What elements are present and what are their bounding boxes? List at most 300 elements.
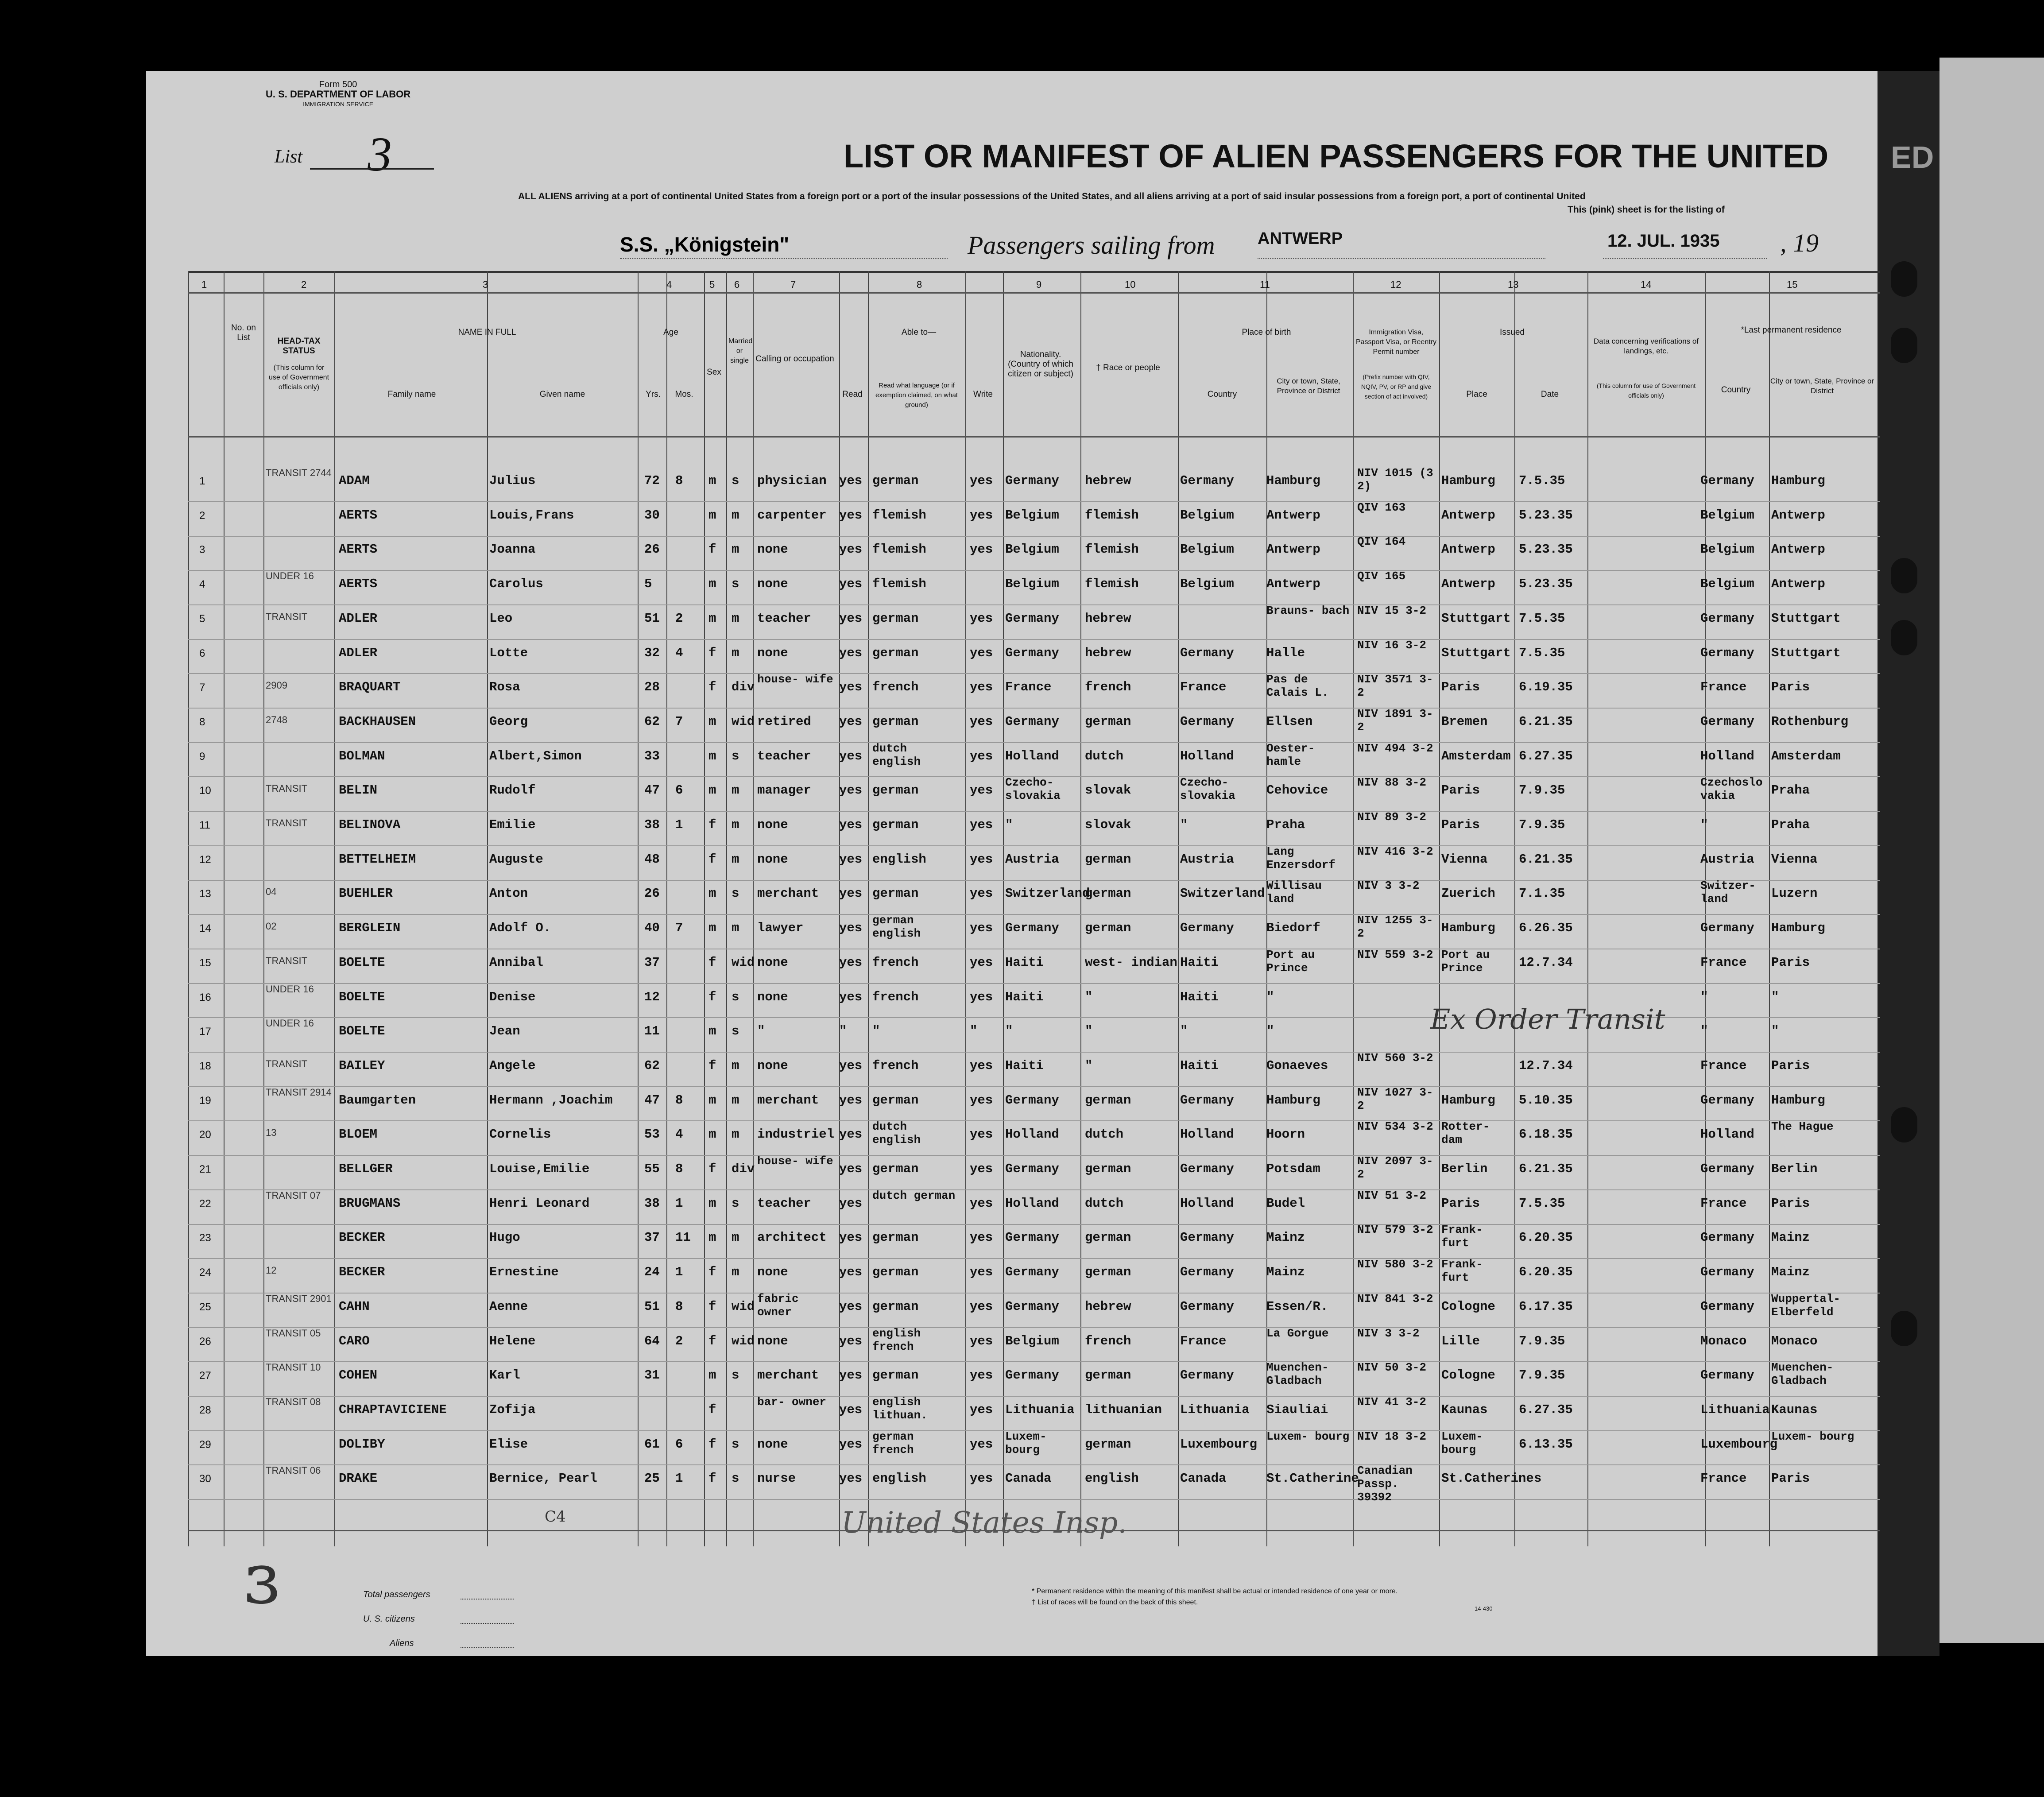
race-cell: hebrew — [1085, 473, 1131, 488]
marital-status-cell: wid — [732, 955, 755, 970]
occupation-cell: teacher — [757, 748, 811, 763]
head-tax-cell: TRANSIT 08 — [266, 1396, 321, 1407]
given-name-cell: Rudolf — [489, 783, 536, 798]
family-name-cell: AERTS — [339, 507, 378, 523]
header-rule — [188, 292, 1880, 294]
sex-cell: m — [708, 577, 716, 592]
row-number: 27 — [199, 1370, 211, 1382]
given-name-cell: Georg — [489, 714, 528, 729]
given-name-cell: Hermann ,Joachim — [489, 1092, 613, 1108]
column-number: 7 — [790, 279, 796, 290]
birth-city-cell: " — [1266, 1024, 1274, 1039]
write-cell: yes — [970, 1402, 993, 1417]
visa-cell: NIV 41 3-2 — [1357, 1395, 1427, 1409]
header-write: Write — [973, 390, 993, 399]
row-number: 25 — [199, 1301, 211, 1313]
occupation-cell: none — [757, 955, 788, 970]
nationality-cell: Switzerland — [1005, 886, 1090, 901]
page-title: LIST OR MANIFEST OF ALIEN PASSENGERS FOR THE UNITED — [844, 138, 1829, 174]
binder-hole — [1891, 620, 1917, 655]
column-number: 4 — [666, 279, 672, 290]
issued-date-cell: 7.9.35 — [1519, 783, 1565, 798]
family-name-cell: BRAQUART — [339, 680, 401, 695]
read-cell: yes — [839, 1402, 863, 1417]
family-name-cell: AERTS — [339, 577, 378, 592]
column-rule — [1587, 271, 1588, 1546]
head-tax-cell: 13 — [266, 1127, 277, 1139]
nationality-cell: Germany — [1005, 645, 1059, 660]
row-rule — [188, 845, 1880, 846]
marital-status-cell: s — [732, 577, 739, 592]
sex-cell: f — [708, 1299, 716, 1314]
sex-cell: f — [708, 542, 716, 557]
birth-country-cell: Germany — [1180, 921, 1234, 936]
race-cell: german — [1085, 1092, 1131, 1108]
race-cell: german — [1085, 921, 1131, 936]
sex-cell: m — [708, 611, 716, 626]
marital-status-cell: s — [732, 989, 739, 1004]
issued-place-cell: Rotter- dam — [1441, 1120, 1490, 1147]
occupation-cell: architect — [757, 1230, 827, 1245]
birth-country-cell: Holland — [1180, 1127, 1234, 1142]
birth-city-cell: Antwerp — [1266, 577, 1320, 592]
race-cell: flemish — [1085, 542, 1139, 557]
birth-city-cell: Antwerp — [1266, 542, 1320, 557]
birth-country-cell: Germany — [1180, 1368, 1234, 1383]
occupation-cell: none — [757, 1265, 788, 1280]
column-number: 3 — [483, 279, 488, 290]
residence-city-cell: Antwerp — [1771, 542, 1825, 557]
marital-status-cell: m — [732, 852, 739, 867]
family-name-cell: CHRAPTAVICIENE — [339, 1402, 447, 1417]
column-number: 11 — [1260, 279, 1270, 290]
race-cell: german — [1085, 886, 1131, 901]
age-months-cell: 4 — [675, 645, 683, 660]
given-name-cell: Lotte — [489, 645, 528, 660]
adjacent-title-fragment: ED — [1891, 140, 1934, 174]
given-name-cell: Louis,Frans — [489, 507, 574, 523]
issued-place-cell: Stuttgart — [1441, 611, 1511, 626]
read-cell: yes — [839, 611, 863, 626]
column-rule — [1178, 271, 1179, 1546]
residence-city-cell: Hamburg — [1771, 921, 1825, 936]
birth-city-cell: " — [1266, 989, 1274, 1004]
given-name-cell: Karl — [489, 1368, 520, 1383]
row-number: 23 — [199, 1232, 211, 1244]
sex-cell: f — [708, 645, 716, 660]
race-cell: " — [1085, 1058, 1093, 1073]
language-cell: german french — [872, 1429, 914, 1456]
race-cell: german — [1085, 852, 1131, 867]
issued-place-cell: St.Catherines — [1441, 1471, 1542, 1486]
given-name-cell: Zofija — [489, 1402, 536, 1417]
column-number: 10 — [1125, 279, 1136, 290]
row-number: 21 — [199, 1163, 211, 1175]
row-rule — [188, 1258, 1880, 1259]
birth-country-cell: Belgium — [1180, 542, 1234, 557]
issued-date-cell: 7.5.35 — [1519, 611, 1565, 626]
write-cell: yes — [970, 955, 993, 970]
birth-country-cell: " — [1180, 1024, 1188, 1039]
birth-city-cell: Oester- hamle — [1266, 741, 1315, 768]
birth-city-cell: Mainz — [1266, 1230, 1305, 1245]
column-rule — [666, 271, 667, 1546]
header-issued-date: Date — [1541, 390, 1559, 399]
race-cell: german — [1085, 1162, 1131, 1176]
birth-country-cell: Lithuania — [1180, 1402, 1250, 1417]
occupation-cell: merchant — [757, 1368, 819, 1383]
column-number: 6 — [734, 279, 740, 290]
occupation-cell: merchant — [757, 886, 819, 901]
language-cell: french — [872, 989, 919, 1004]
age-years-cell: 47 — [644, 783, 660, 798]
write-cell: yes — [970, 1471, 993, 1486]
residence-country-cell: Luxembourg — [1700, 1437, 1778, 1452]
header-nationality: Nationality. (Country of which citizen or subject) — [1008, 350, 1073, 379]
row-rule — [188, 1120, 1880, 1121]
birth-country-cell: Canada — [1180, 1471, 1227, 1486]
given-name-cell: Auguste — [489, 852, 543, 867]
footer-total-passengers: Total passengers — [363, 1590, 430, 1599]
write-cell: yes — [970, 989, 993, 1004]
visa-cell: NIV 579 3-2 — [1357, 1223, 1433, 1237]
birth-city-cell: Cehovice — [1266, 783, 1328, 798]
occupation-cell: physician — [757, 473, 827, 488]
occupation-cell: none — [757, 852, 788, 867]
race-cell: flemish — [1085, 507, 1139, 523]
issued-place-cell: Antwerp — [1441, 577, 1495, 592]
header-calling: Calling or occupation — [755, 354, 834, 364]
write-cell: yes — [970, 783, 993, 798]
given-name-cell: Carolus — [489, 577, 543, 592]
nationality-cell: Germany — [1005, 921, 1059, 936]
given-name-cell: Bernice, Pearl — [489, 1471, 597, 1486]
ship-name: S.S. „Königstein" — [620, 233, 790, 256]
age-years-cell: 40 — [644, 921, 660, 936]
issued-date-cell: 6.27.35 — [1519, 748, 1573, 763]
read-cell: yes — [839, 1127, 863, 1142]
age-years-cell: 33 — [644, 748, 660, 763]
language-cell: german — [872, 1368, 919, 1383]
language-cell: " — [872, 1024, 880, 1039]
read-cell: yes — [839, 1265, 863, 1280]
birth-city-cell: Port au Prince — [1266, 948, 1315, 975]
row-rule — [188, 536, 1880, 537]
header-verification: Data concerning verifications of landings, etc. — [1593, 337, 1699, 355]
language-cell: english french — [872, 1326, 921, 1353]
age-months-cell: 11 — [675, 1230, 691, 1245]
given-name-cell: Jean — [489, 1024, 520, 1039]
header-birth-city: City or town, State, Province or District — [1277, 377, 1340, 395]
visa-cell: NIV 2097 3-2 — [1357, 1154, 1433, 1181]
head-tax-cell: TRANSIT 2914 — [266, 1086, 332, 1098]
nationality-cell: Germany — [1005, 611, 1059, 626]
occupation-cell: retired — [757, 714, 811, 729]
residence-country-cell: Germany — [1700, 1092, 1754, 1108]
read-cell: yes — [839, 1333, 863, 1348]
visa-cell: NIV 89 3-2 — [1357, 810, 1427, 824]
family-name-cell: BUEHLER — [339, 886, 393, 901]
family-name-cell: BOELTE — [339, 1024, 385, 1039]
language-cell: flemish — [872, 542, 926, 557]
family-name-cell: ADLER — [339, 611, 378, 626]
race-cell: hebrew — [1085, 1299, 1131, 1314]
birth-city-cell: Biedorf — [1266, 921, 1320, 936]
marital-status-cell: m — [732, 1265, 739, 1280]
year-label: , 19 — [1780, 228, 1819, 257]
sex-cell: m — [708, 1196, 716, 1211]
family-name-cell: BOELTE — [339, 989, 385, 1004]
aliens-line — [461, 1647, 514, 1648]
visa-cell: NIV 15 3-2 — [1357, 604, 1427, 617]
list-underline — [310, 168, 434, 170]
head-tax-cell: TRANSIT 05 — [266, 1327, 321, 1339]
list-label: List — [275, 147, 303, 167]
nationality-cell: " — [1005, 1024, 1013, 1039]
read-cell: yes — [839, 473, 863, 488]
footnote-residence: * Permanent residence within the meaning of this manifest shall be actual or intended residence of one year or more. — [1032, 1588, 1398, 1595]
race-cell: lithuanian — [1085, 1402, 1162, 1417]
issued-date-cell: 12.7.34 — [1519, 1058, 1573, 1073]
visa-cell: QIV 165 — [1357, 569, 1406, 583]
given-name-cell: Ernestine — [489, 1265, 559, 1280]
residence-country-cell: France — [1700, 680, 1747, 695]
birth-country-cell: Germany — [1180, 1230, 1234, 1245]
marital-status-cell: m — [732, 542, 739, 557]
header-verification-note: (This column for use of Government officials only) — [1596, 382, 1696, 399]
race-cell: french — [1085, 1333, 1131, 1348]
given-name-cell: Albert,Simon — [489, 748, 582, 763]
column-rule — [868, 271, 869, 1546]
row-number: 16 — [199, 991, 211, 1003]
race-cell: german — [1085, 1265, 1131, 1280]
row-number: 7 — [199, 682, 205, 694]
row-number: 1 — [199, 475, 205, 487]
age-months-cell: 1 — [675, 1471, 683, 1486]
write-cell: yes — [970, 1196, 993, 1211]
write-cell: yes — [970, 1333, 993, 1348]
occupation-cell: none — [757, 542, 788, 557]
issued-date-cell: 5.23.35 — [1519, 577, 1573, 592]
residence-country-cell: Belgium — [1700, 577, 1754, 592]
residence-city-cell: Muenchen- Gladbach — [1771, 1361, 1834, 1388]
ship-underline — [620, 258, 948, 259]
nationality-cell: Austria — [1005, 852, 1059, 867]
head-tax-cell: 2748 — [266, 714, 287, 725]
write-cell: yes — [970, 748, 993, 763]
header-head-tax: HEAD-TAX STATUS — [277, 337, 321, 356]
residence-country-cell: Holland — [1700, 748, 1754, 763]
birth-city-cell: Potsdam — [1266, 1162, 1320, 1176]
age-months-cell: 6 — [675, 1437, 683, 1452]
marital-status-cell: wid — [732, 714, 755, 729]
age-months-cell: 4 — [675, 1127, 683, 1142]
given-name-cell: Angele — [489, 1058, 536, 1073]
age-years-cell: 37 — [644, 1230, 660, 1245]
header-no-on-list: No. on List — [231, 323, 256, 342]
birth-city-cell: Brauns- bach — [1266, 604, 1350, 617]
sex-cell: f — [708, 852, 716, 867]
birth-city-cell: Halle — [1266, 645, 1305, 660]
residence-city-cell: Paris — [1771, 680, 1810, 695]
footer-us-citizens: U. S. citizens — [363, 1614, 415, 1624]
handwritten-scribble: ɜ — [244, 1537, 280, 1619]
inspector-signature: United States Insp. — [841, 1506, 1127, 1540]
issued-place-cell: Paris — [1441, 817, 1480, 832]
age-years-cell: 12 — [644, 989, 660, 1004]
birth-city-cell: Pas de Calais L. — [1266, 673, 1329, 700]
row-rule — [188, 1086, 1880, 1087]
issued-date-cell: 7.1.35 — [1519, 886, 1565, 901]
age-years-cell: 38 — [644, 817, 660, 832]
head-tax-cell: UNDER 16 — [266, 570, 314, 582]
head-tax-cell: TRANSIT — [266, 783, 308, 794]
age-years-cell: 30 — [644, 507, 660, 523]
residence-city-cell: Stuttgart — [1771, 611, 1841, 626]
occupation-cell: teacher — [757, 611, 811, 626]
residence-country-cell: Germany — [1700, 473, 1754, 488]
read-cell: yes — [839, 645, 863, 660]
header-name-in-full: NAME IN FULL — [458, 328, 516, 337]
family-name-cell: ADAM — [339, 473, 370, 488]
residence-city-cell: Luzern — [1771, 886, 1818, 901]
residence-country-cell: Germany — [1700, 1162, 1754, 1176]
marital-status-cell: s — [732, 886, 739, 901]
family-name-cell: BRUGMANS — [339, 1196, 401, 1211]
language-cell: german — [872, 783, 919, 798]
read-cell: " — [839, 1024, 847, 1039]
footnote-races: † List of races will be found on the back of this sheet. — [1032, 1599, 1198, 1606]
language-cell: german — [872, 817, 919, 832]
age-years-cell: 62 — [644, 714, 660, 729]
visa-cell: NIV 1015 (3 2) — [1357, 466, 1433, 493]
issued-place-cell: Cologne — [1441, 1368, 1495, 1383]
write-cell: yes — [970, 645, 993, 660]
birth-country-cell: Germany — [1180, 473, 1234, 488]
issued-date-cell: 5.23.35 — [1519, 507, 1573, 523]
column-rule — [965, 271, 966, 1546]
race-cell: dutch — [1085, 748, 1124, 763]
issued-date-cell: 6.13.35 — [1519, 1437, 1573, 1452]
form-number: Form 500 — [319, 80, 357, 89]
visa-cell: NIV 16 3-2 — [1357, 638, 1427, 652]
row-number: 12 — [199, 853, 211, 866]
residence-country-cell: Germany — [1700, 921, 1754, 936]
residence-city-cell: Monaco — [1771, 1333, 1818, 1348]
handwritten-ex-order: Ex Order Transit — [1430, 1003, 1665, 1035]
family-name-cell: AERTS — [339, 542, 378, 557]
nationality-cell: Germany — [1005, 1162, 1059, 1176]
sex-cell: m — [708, 507, 716, 523]
head-tax-cell: 02 — [266, 921, 277, 932]
race-cell: hebrew — [1085, 611, 1131, 626]
issued-date-cell: 7.9.35 — [1519, 817, 1565, 832]
write-cell: yes — [970, 542, 993, 557]
birth-city-cell: Budel — [1266, 1196, 1305, 1211]
write-cell: yes — [970, 1299, 993, 1314]
residence-city-cell: Amsterdam — [1771, 748, 1841, 763]
issued-place-cell: Antwerp — [1441, 507, 1495, 523]
nationality-cell: Haiti — [1005, 955, 1044, 970]
issued-date-cell: 7.5.35 — [1519, 473, 1565, 488]
language-cell: flemish — [872, 507, 926, 523]
issued-date-cell: 7.5.35 — [1519, 645, 1565, 660]
birth-city-cell: Mainz — [1266, 1265, 1305, 1280]
read-cell: yes — [839, 886, 863, 901]
head-tax-cell: TRANSIT — [266, 611, 308, 622]
row-rule — [188, 1464, 1880, 1465]
issued-date-cell: 7.9.35 — [1519, 1368, 1565, 1383]
marital-status-cell: m — [732, 783, 739, 798]
issued-place-cell: Paris — [1441, 783, 1480, 798]
given-name-cell: Anton — [489, 886, 528, 901]
write-cell: " — [970, 1024, 978, 1039]
given-name-cell: Henri Leonard — [489, 1196, 590, 1211]
sex-cell: f — [708, 989, 716, 1004]
write-cell: yes — [970, 852, 993, 867]
read-cell: yes — [839, 852, 863, 867]
row-number: 13 — [199, 888, 211, 900]
language-cell: german — [872, 1299, 919, 1314]
row-rule — [188, 1224, 1880, 1225]
race-cell: hebrew — [1085, 645, 1131, 660]
age-years-cell: 62 — [644, 1058, 660, 1073]
column-rule — [263, 271, 264, 1546]
residence-country-cell: Germany — [1700, 1368, 1754, 1383]
nationality-cell: Germany — [1005, 1092, 1059, 1108]
residence-city-cell: Luxem- bourg — [1771, 1429, 1854, 1443]
row-number: 26 — [199, 1335, 211, 1348]
head-tax-cell: TRANSIT 06 — [266, 1465, 321, 1476]
visa-cell: NIV 3571 3-2 — [1357, 673, 1433, 700]
write-cell: yes — [970, 1437, 993, 1452]
birth-country-cell: Germany — [1180, 1162, 1234, 1176]
row-number: 19 — [199, 1094, 211, 1107]
row-rule — [188, 1327, 1880, 1328]
row-number: 9 — [199, 750, 205, 763]
age-years-cell: 53 — [644, 1127, 660, 1142]
race-cell: " — [1085, 1024, 1093, 1039]
age-years-cell: 47 — [644, 1092, 660, 1108]
residence-country-cell: Germany — [1700, 1265, 1754, 1280]
row-rule — [188, 570, 1880, 571]
given-name-cell: Helene — [489, 1333, 536, 1348]
row-number: 24 — [199, 1266, 211, 1279]
column-number: 13 — [1508, 279, 1519, 290]
read-cell: yes — [839, 1196, 863, 1211]
marital-status-cell: m — [732, 645, 739, 660]
visa-cell: NIV 560 3-2 — [1357, 1051, 1433, 1065]
given-name-cell: Annibal — [489, 955, 543, 970]
residence-city-cell: Kaunas — [1771, 1402, 1818, 1417]
residence-city-cell: Praha — [1771, 817, 1810, 832]
marital-status-cell: m — [732, 1092, 739, 1108]
language-cell: french — [872, 955, 919, 970]
write-cell: yes — [970, 611, 993, 626]
age-months-cell: 8 — [675, 1092, 683, 1108]
birth-country-cell: Belgium — [1180, 507, 1234, 523]
row-rule — [188, 673, 1880, 674]
issued-place-cell: Cologne — [1441, 1299, 1495, 1314]
residence-city-cell: Hamburg — [1771, 1092, 1825, 1108]
head-tax-cell: UNDER 16 — [266, 1018, 314, 1029]
header-rule — [188, 436, 1880, 438]
language-cell: german — [872, 1092, 919, 1108]
issued-date-cell: 6.20.35 — [1519, 1265, 1573, 1280]
residence-city-cell: Hamburg — [1771, 473, 1825, 488]
language-cell: flemish — [872, 577, 926, 592]
header-able-to: Able to— — [901, 328, 937, 337]
